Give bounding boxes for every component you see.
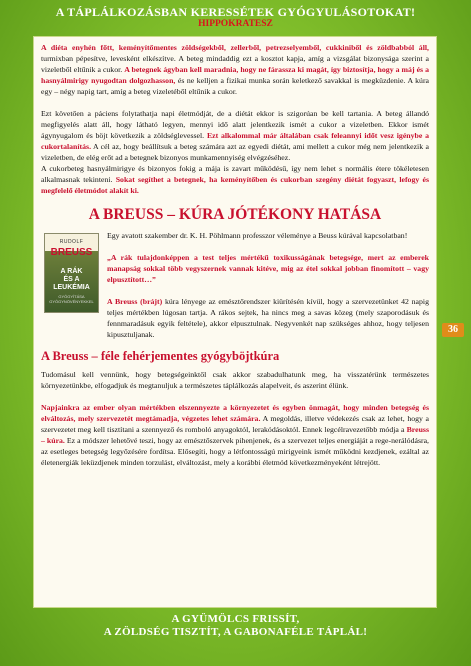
paragraph (41, 42, 429, 97)
highlight-text: Sokat segíthet a betegnek, ha keményítőben és cukorban szegény diétát fogyaszt, lefogy és megfelelő életmódot alakít ki. (41, 175, 429, 195)
highlight-text: A diéta enyhén főtt, keményítőmentes zöldségekből, zellerből, petrezselyemből, cukkiniből és zöldbabból áll, (41, 43, 429, 52)
bottom-banner (0, 613, 471, 639)
page-number: 36 (442, 323, 464, 337)
body-text: Ez a módszer lehetővé teszi, hogy az emésztőszervek pihenjenek, és a szervezet teljes energiáját a rege-nerálódásra, az esetleges betegség legyőzésére fordítsa. Elősegíti, hogy a létfontosságú mirigyeink ismét működni kezdjenek, ezáltal az életenergiák leküzdjenek minden torzulást, elváltozást, mely a korábbi életmód következményeként létrejött. (41, 436, 429, 467)
book-subtitle: GYÓGYÍTÁSA GYÓGYNÖVÉNYEKKEL (49, 294, 94, 304)
book-author-name: BREUSS (50, 247, 93, 258)
footer-line-2: A ZÖLDSÉG TISZTÍT, A GABONAFÉLE TÁPLÁL! (103, 626, 368, 638)
book-cover-image (44, 233, 99, 313)
paragraph: Tudomásul kell vennünk, hogy betegségeinktől csak akkor szabadulhatunk meg, ha visszatérünk természetes környezetünkbe, elfogadjuk és megtanuljuk a természetes táplálkozás alapelveit, és aszerint élünk. (41, 370, 429, 390)
body-text: A cukorbeteg hasnyálmirigye és bizonyos fokig a mája is zavart működésű, így nem lehet s normális étere tökéletesen alkalmasnak tekinteni. (41, 164, 429, 184)
highlight-text: Napjainkra az ember olyan mértékben elszennyezte a környezetet és egyben önmagát, hogy minden betegség és elváltozás, mely szervezetét megtámadja, végzetes lehet számára. (41, 403, 429, 423)
highlight-text: A Breuss (brájt) (107, 297, 163, 306)
highlight-text: Breuss – kúra. (41, 425, 429, 445)
book-intro (41, 230, 429, 340)
article-card (33, 36, 437, 608)
paragraph (41, 163, 429, 196)
paragraph (107, 296, 429, 340)
quote-text: „A rák tulajdonképpen a test teljes mértékű toxikusságának betegsége, mert az emberek manapság sokkal több vegyszernek vannak kitéve, mig az étel sokkal jobban finomított – vagy elpusztított…” (107, 253, 429, 284)
banner-title: A TÁPLÁLKOZÁSBAN KERESSÉTEK GYÓGYULÁSOTOKAT! (55, 5, 416, 19)
highlight-text: Ezt alkalommal már általában csak feleannyi időt vesz igénybe a cukortalanítás. (41, 131, 429, 151)
body-text: turmixban pépesítve, levesként elkészítve. A beteg mindaddig ezt a kosztot kapja, amíg a vizsgálat bizonysága szerint a vizeletből eltűnik a cukor. (41, 54, 429, 74)
book-author: RUDOLF (59, 239, 84, 245)
body-text: kúra lényege az emésztőrendszer kiürítésén kívül, hogy a szervezetünket 42 napig teljes mértékben lúgosan tartja. A rákos sejtek, ha nincs meg a savas közeg (mely szaporodásuk és fennmaradásuk egyik feltétele), akkor elpusztulnak. Negyvenkét nap szükséges ahhoz, hogy teljesen kipusztuljanak. (107, 297, 429, 339)
book-text (107, 230, 429, 340)
top-banner (0, 5, 471, 30)
section-heading: A BREUSS – KÚRA JÓTÉKONY HATÁSA (88, 206, 382, 223)
body-text: Ezt követően a páciens folytathatja napi életmódját, de a diétát ekkor is szigorúan be kell tartania. A beteg állandó megfigyelés alatt áll, hogy látható legyen, mennyi idő alatt jelentkezik ismét a cukor a vizeletben. Ekkor ismét ágynyugalom és böjt következik a zöldséglevessel. (41, 109, 429, 140)
intro-text: Egy avatott szakember dr. K. H. Pöhlmann professzor véleménye a Beuss kúrával kapcsolatban! (107, 231, 408, 240)
subsection-heading: A Breuss – féle fehérjementes gyógyböjtkúra (41, 349, 280, 363)
book-title: A RÁK ÉS A LEUKÉMIA (53, 268, 90, 291)
paragraph (41, 402, 429, 468)
footer-line-1: A GYÜMÖLCS FRISSÍT, (171, 613, 300, 625)
paragraph (41, 108, 429, 163)
highlight-text: A betegnek ágyban kell maradnia, hogy ne fárassza ki magát, így biztosítja, hogy a máj és a hasnyálmirigy nyugodtan dolgozhasson, (41, 65, 429, 85)
body-text: és ne kelljen a fizikai munka során keletkező savakkal is megküzdenie. A kúra egy – négy napig tart, amíg a beteg vizeletéből eltűnik a cukor. (41, 76, 429, 96)
body-text: A cél az, hogy beállítsuk a beteg számára azt az egyedi diétát, ami mellett a cukor még nem jelentkezik a vizeletben, de elég erőt ad a betegnek bizonyos munkamennyiség elvégzéséhez. (41, 142, 429, 162)
body-text: A megoldás, illetve védekezés csak az lehet, hogy a szervezetet meg kell tisztítani a szennyező és romboló anyagoktól, lerakódásoktól. Ennek legcélravezetőbb módja a (41, 414, 429, 434)
banner-subtitle: HIPPOKRATESZ (198, 19, 273, 29)
